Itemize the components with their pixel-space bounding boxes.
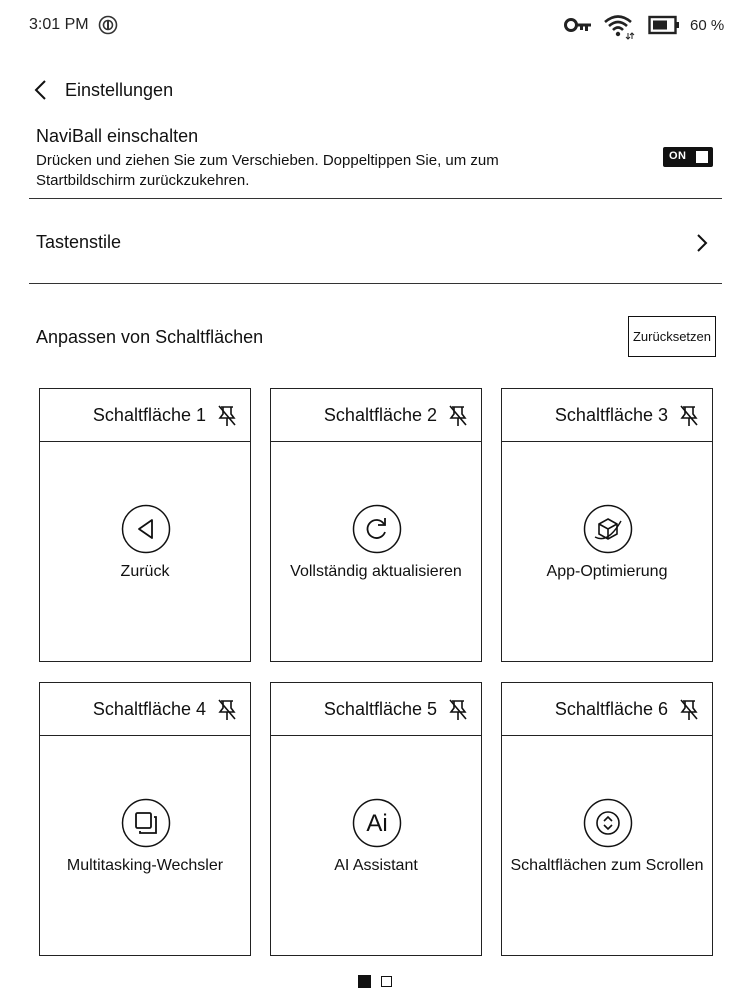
toggle-knob: [696, 151, 708, 163]
button-card-6[interactable]: [501, 682, 713, 956]
battery-percent: 60 %: [690, 17, 725, 34]
card-title: Schaltfläche 2: [323, 405, 437, 425]
naviball-description: Drücken und ziehen Sie zum Verschieben. Doppeltippen Sie, um zum Startbildschirm zurückzukehren.: [36, 152, 499, 189]
scroll-icon: [583, 798, 633, 848]
button-card-4[interactable]: [39, 682, 251, 956]
multitask-icon: [121, 798, 171, 848]
page-title: Einstellungen: [65, 80, 174, 100]
card-label: Schaltflächen zum Scrollen: [510, 857, 704, 874]
button-card-5[interactable]: [270, 682, 482, 956]
card-title: Schaltfläche 1: [92, 405, 206, 425]
chevron-right-icon: [694, 232, 710, 254]
button-card-3[interactable]: [501, 388, 713, 662]
circle-status-icon: [98, 15, 118, 35]
card-header: [40, 683, 250, 736]
naviball-title: NaviBall einschalten: [36, 126, 199, 146]
card-label: AI Assistant: [334, 857, 418, 874]
battery-icon: [648, 14, 680, 36]
pin-off-icon[interactable]: [678, 404, 700, 428]
status-bar: [0, 0, 750, 52]
page-header: [0, 68, 750, 112]
page-indicator: [358, 975, 394, 989]
app-optimize-icon: [583, 504, 633, 554]
toggle-state-label: ON: [669, 150, 687, 162]
reset-button[interactable]: Zurücksetzen: [628, 316, 716, 357]
card-header: [502, 389, 712, 442]
wifi-icon: [603, 12, 635, 40]
naviball-toggle[interactable]: [663, 147, 713, 167]
back-triangle-icon: [121, 504, 171, 554]
divider: [29, 198, 722, 199]
card-title: Schaltfläche 4: [92, 699, 206, 719]
tastenstile-label: Tastenstile: [36, 232, 122, 252]
refresh-icon: [352, 504, 402, 554]
divider: [29, 283, 722, 284]
card-label: Vollständig aktualisieren: [290, 563, 462, 580]
card-title: Schaltfläche 6: [554, 699, 668, 719]
tastenstile-row[interactable]: [0, 218, 750, 266]
pin-off-icon[interactable]: [216, 404, 238, 428]
customize-buttons-label: Anpassen von Schaltflächen: [36, 327, 264, 347]
naviball-setting: [0, 120, 750, 196]
ai-glyph: Ai: [366, 810, 388, 837]
button-card-1[interactable]: [39, 388, 251, 662]
card-header: [271, 683, 481, 736]
back-arrow-icon[interactable]: [30, 78, 52, 102]
ai-icon: [352, 798, 402, 848]
card-label: Multitasking-Wechsler: [66, 857, 224, 874]
key-icon: [563, 15, 593, 35]
card-header: [502, 683, 712, 736]
page-dot-active[interactable]: [358, 975, 371, 988]
card-label: App-Optimierung: [546, 563, 668, 580]
button-card-2[interactable]: [270, 388, 482, 662]
card-header: [271, 389, 481, 442]
pin-off-icon[interactable]: [678, 698, 700, 722]
status-time: 3:01 PM: [29, 16, 89, 33]
card-header: [40, 389, 250, 442]
card-title: Schaltfläche 3: [554, 405, 668, 425]
card-title: Schaltfläche 5: [323, 699, 437, 719]
card-label: Zurück: [120, 563, 170, 580]
page-dot[interactable]: [381, 976, 392, 987]
pin-off-icon[interactable]: [447, 404, 469, 428]
pin-off-icon[interactable]: [216, 698, 238, 722]
pin-off-icon[interactable]: [447, 698, 469, 722]
